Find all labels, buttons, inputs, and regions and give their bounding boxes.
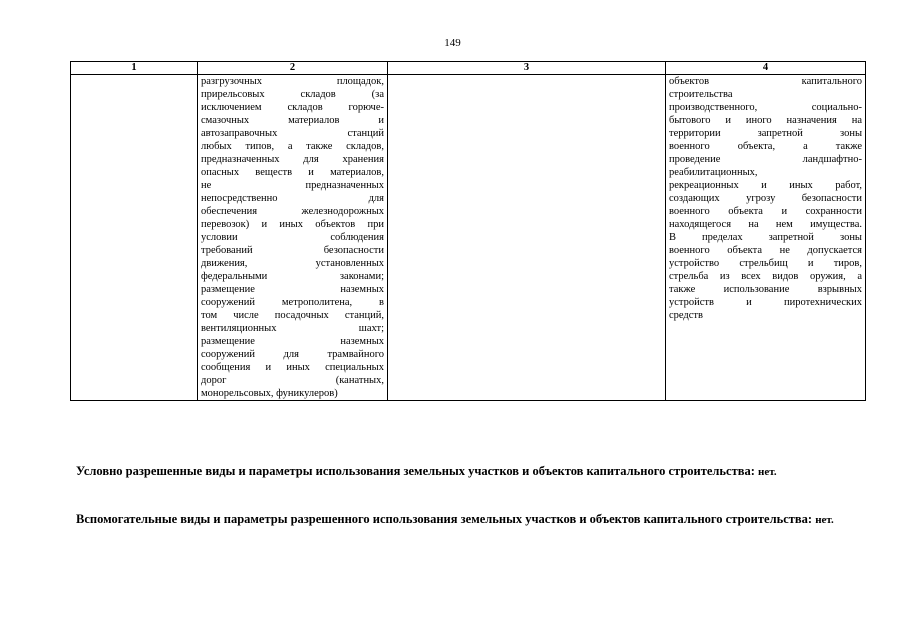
header-col-2: 2 xyxy=(198,62,388,75)
col2-line: монорельсовых, фуникулеров) xyxy=(201,388,338,399)
cell-col-2 xyxy=(198,75,388,401)
header-col-1: 1 xyxy=(71,62,198,75)
col4-line: бытового и иного назначения на xyxy=(669,115,862,126)
auxiliary-uses-value: нет. xyxy=(815,514,834,526)
col4-line: военного объекта и сохранности xyxy=(669,206,862,217)
col4-line: стрельба из всех видов оружия, а xyxy=(669,271,862,282)
col2-line: федеральными законами; xyxy=(201,271,384,282)
conditional-uses-value: нет. xyxy=(758,466,777,478)
col4-line: устройств и пиротехнических xyxy=(669,297,862,308)
cell-col-1 xyxy=(71,75,198,401)
table-header-row xyxy=(71,62,866,75)
zoning-table xyxy=(70,61,866,401)
col4-line: создающих угрозу безопасности xyxy=(669,193,862,204)
col2-line: опасных веществ и материалов, xyxy=(201,167,384,178)
col2-line: непосредственно для xyxy=(201,193,384,204)
col2-line: размещение наземных xyxy=(201,336,384,347)
col2-line: размещение наземных xyxy=(201,284,384,295)
col4-line: проведение ландшафтно- xyxy=(669,154,862,165)
col4-line: военного объекта не допускается xyxy=(669,245,862,256)
col2-line: автозаправочных станций xyxy=(201,128,384,139)
col2-line: требований безопасности xyxy=(201,245,384,256)
conditional-uses-paragraph xyxy=(76,463,860,480)
col2-line: перевозок) и иных объектов при xyxy=(201,219,384,230)
col2-line: прирельсовых складов (за xyxy=(201,89,384,100)
conditional-uses-text: Условно разрешенные виды и параметры использования земельных участков и объектов капитального строительства: xyxy=(76,464,755,478)
col2-line: сооружений для трамвайного xyxy=(201,349,384,360)
col4-line: объектов капитального xyxy=(669,76,862,87)
col4-line: также использование взрывных xyxy=(669,284,862,295)
cell-col-3 xyxy=(388,75,666,401)
col4-line: производственного, социально- xyxy=(669,102,862,113)
col2-line: дорог (канатных, xyxy=(201,375,384,386)
col2-line: движения, установленных xyxy=(201,258,384,269)
col2-line: том числе посадочных станций, xyxy=(201,310,384,321)
col2-line: сооружений метрополитена, в xyxy=(201,297,384,308)
col4-line: В пределах запретной зоны xyxy=(669,232,862,243)
col2-line: разгрузочных площадок, xyxy=(201,76,384,87)
col4-line: реабилитационных, xyxy=(669,167,758,178)
auxiliary-uses-paragraph xyxy=(76,511,860,528)
col2-line: условии соблюдения xyxy=(201,232,384,243)
page-number: 149 xyxy=(444,37,461,49)
col4-line: рекреационных и иных работ, xyxy=(669,180,862,191)
col2-line: предназначенных для хранения xyxy=(201,154,384,165)
col4-line: находящегося на нем имущества. xyxy=(669,219,862,230)
col2-line: вентиляционных шахт; xyxy=(201,323,384,334)
auxiliary-uses-text: Вспомогательные виды и параметры разрешенного использования земельных участков и объектов капитального строительства: xyxy=(76,512,813,526)
col4-line: строительства xyxy=(669,89,733,100)
col4-line: военного объекта, а также xyxy=(669,141,862,152)
col2-line: не предназначенных xyxy=(201,180,384,191)
col4-line: территории запретной зоны xyxy=(669,128,862,139)
cell-col-4 xyxy=(666,75,866,401)
col2-line: сообщения и иных специальных xyxy=(201,362,384,373)
table-row xyxy=(71,75,866,401)
col4-line: устройство стрельбищ и тиров, xyxy=(669,258,862,269)
col2-line: обеспечения железнодорожных xyxy=(201,206,384,217)
col4-line: средств xyxy=(669,310,703,321)
col2-line: смазочных материалов и xyxy=(201,115,384,126)
header-col-4: 4 xyxy=(666,62,866,75)
col2-line: исключением складов горюче- xyxy=(201,102,384,113)
header-col-3: 3 xyxy=(388,62,666,75)
col2-line: любых типов, а также складов, xyxy=(201,141,384,152)
